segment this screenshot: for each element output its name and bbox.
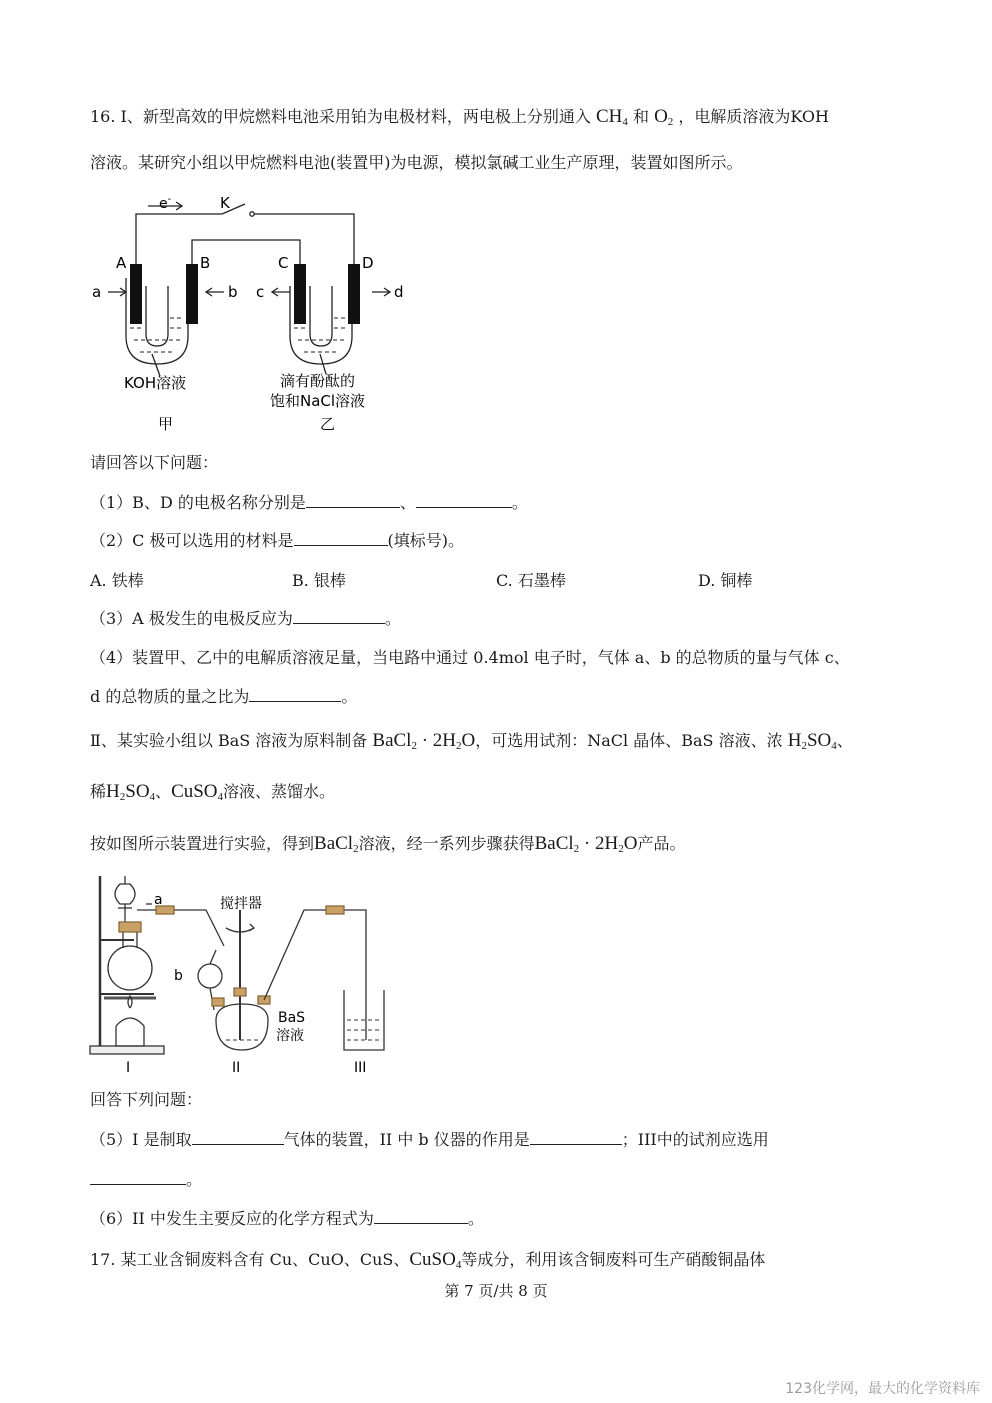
solution-label-koh: KOH溶液 — [124, 374, 187, 392]
gas-label-b: b — [228, 283, 238, 301]
apparatus-diagram — [86, 870, 396, 1080]
q16-sub6: （6）II 中发生主要反应的化学方程式为 。 — [90, 1209, 484, 1228]
formula-bacl2: BaCl$_2$ — [314, 833, 359, 855]
answer-blank-b-function[interactable] — [530, 1128, 622, 1145]
electrode-d — [348, 264, 360, 324]
formula-h2so4-dilute: $H_2SO_4$ — [106, 781, 156, 803]
q16-sub3: （3）A 极发生的电极反应为 。 — [90, 609, 401, 628]
unit-label-1: I — [126, 1060, 131, 1076]
gas-label-d: d — [394, 283, 404, 301]
apparatus-label-a: a — [154, 892, 163, 908]
formula-bacl2-2h2o-product: BaCl$_2$ · $2H_2O$ — [534, 833, 638, 855]
q16-sub2: （2）C 极可以选用的材料是 (填标号)。 — [90, 531, 465, 550]
part2-line3: 按如图所示装置进行实验，得到BaCl$_2$溶液，经一系列步骤获得BaCl$_2$ · $2H_2O$产品。 — [90, 833, 686, 855]
device-label-jia: 甲 — [158, 415, 174, 433]
q16-sub4-line2: d 的总物质的量之比为 。 — [90, 687, 358, 706]
answer-blank-d[interactable] — [416, 491, 512, 508]
answer-blank-b[interactable] — [306, 491, 400, 508]
electrode-b — [186, 264, 198, 324]
formula-h2so4: $H_2SO_4$ — [787, 730, 837, 752]
page-footer: 第 7 页/共 8 页 — [444, 1282, 548, 1300]
electrode-label-b: B — [200, 254, 211, 272]
answer-blank-reagent[interactable] — [90, 1168, 186, 1185]
answer-blank-gas[interactable] — [192, 1128, 284, 1145]
q16-line1: 16. I、新型高效的甲烷燃料电池采用铂为电极材料，两电极上分别通入 $CH_4$ 和 $O_2$ ，电解质溶液为KOH — [90, 106, 829, 128]
gas-label-a: a — [92, 283, 102, 301]
unit-label-2: II — [232, 1060, 241, 1076]
stirrer-label: 搅拌器 — [220, 896, 262, 912]
switch-k-label: K — [220, 194, 230, 212]
solution-label-phenolphthalein: 滴有酚酞的 — [280, 372, 356, 390]
part2-prompt: 回答下列问题： — [90, 1090, 203, 1109]
q16-sub5-line2: 。 — [90, 1168, 202, 1191]
q16-sub1: （1）B、D 的电极名称分别是 、 。 — [90, 493, 528, 512]
fuel-cell-electrolysis-diagram — [82, 186, 412, 436]
answer-blank-equation[interactable] — [374, 1207, 468, 1224]
apparatus-label-b: b — [174, 968, 183, 984]
answer-blank-c-material[interactable] — [294, 529, 388, 546]
gas-label-c: c — [256, 283, 265, 301]
formula-o2: $O_2$ — [654, 106, 674, 128]
electrode-label-d: D — [362, 254, 374, 272]
electrode-label-a: A — [116, 254, 127, 272]
solution-label: 溶液 — [276, 1028, 304, 1044]
solution-label-nacl: 饱和NaCl溶液 — [270, 392, 366, 410]
q16-line2: 溶液。某研究小组以甲烷燃料电池(装置甲)为电源，模拟氯碱工业生产原理，装置如图所示。 — [90, 153, 743, 172]
option-c[interactable]: C. 石墨棒 — [496, 571, 566, 590]
part2-line2: 稀$H_2SO_4$、CuSO$_4$溶液、蒸馏水。 — [90, 781, 336, 803]
electrode-a — [130, 264, 142, 324]
formula-cuso4-q17: CuSO$_4$ — [409, 1249, 462, 1271]
q16-prompt: 请回答以下问题： — [90, 453, 219, 472]
electrode-c — [294, 264, 306, 324]
unit-label-3: III — [354, 1060, 367, 1076]
electrode-label-c: C — [278, 254, 289, 272]
u-tube-left-inner — [146, 286, 168, 346]
formula-ch4: $CH_4$ — [595, 106, 628, 128]
formula-cuso4: CuSO$_4$ — [171, 781, 224, 803]
q16-sub4-line1: （4）装置甲、乙中的电解质溶液足量，当电路中通过 0.4mol 电子时，气体 a、b 的总物质的量与气体 c、 — [90, 648, 850, 667]
bas-label: BaS — [278, 1010, 306, 1026]
option-a[interactable]: A. 铁棒 — [90, 571, 144, 590]
watermark: 123化学网，最大的化学资料库 — [785, 1381, 980, 1397]
electron-label: e- — [159, 194, 172, 212]
q17-line1: 17. 某工业含铜废料含有 Cu、CuO、CuS、CuSO$_4$等成分，利用该含铜废料可生产硝酸铜晶体 — [90, 1249, 766, 1271]
answer-blank-a-reaction[interactable] — [293, 607, 385, 624]
q16-sub5: （5）I 是制取 气体的装置，II 中 b 仪器的作用是 ；III中的试剂应选用 — [90, 1130, 769, 1149]
answer-blank-ratio[interactable] — [249, 685, 341, 702]
part2-line1: Ⅱ、某实验小组以 BaS 溶液为原料制备 BaCl$_2$ · $2H_2O$，可选用试剂：NaCl 晶体、BaS 溶液、浓 $H_2SO_4$、 — [90, 730, 853, 752]
device-label-yi: 乙 — [320, 415, 336, 433]
formula-bacl2-2h2o: BaCl$_2$ · $2H_2O$ — [372, 730, 476, 752]
u-tube-right-inner — [310, 286, 332, 346]
option-b[interactable]: B. 银棒 — [292, 571, 346, 590]
wire-outer-right — [254, 214, 354, 264]
option-d[interactable]: D. 铜棒 — [698, 571, 753, 590]
